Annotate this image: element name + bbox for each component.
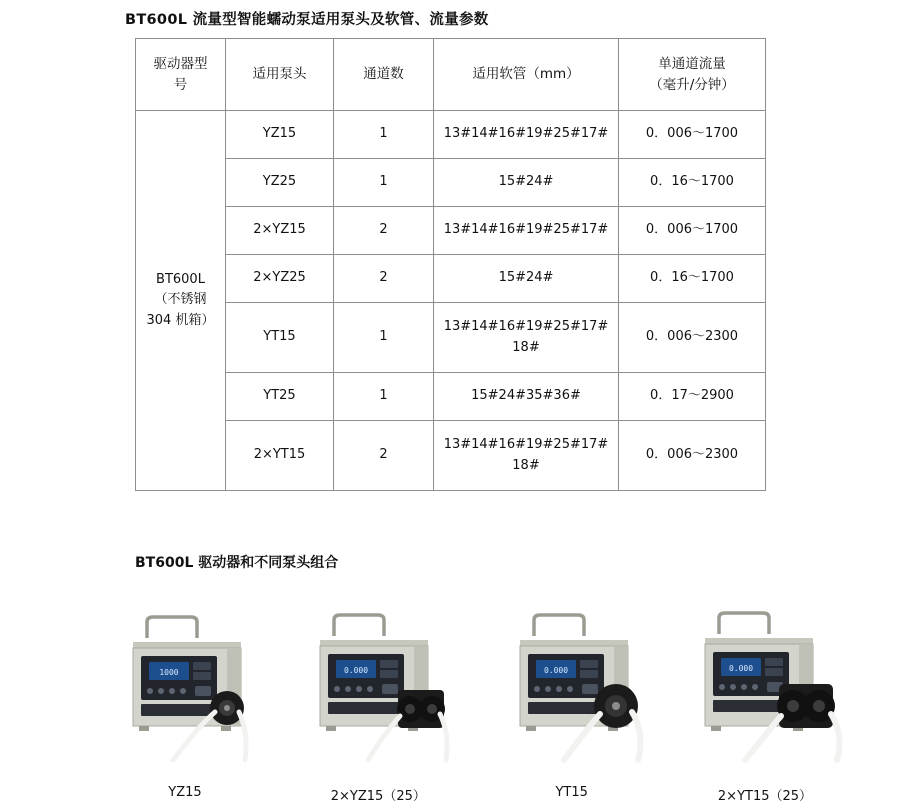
driver-line: BT600L xyxy=(156,272,205,288)
cell-channels: 2 xyxy=(334,421,434,491)
photo-caption-2xyt15: 2×YT15（25） xyxy=(717,789,813,804)
cell-tubing xyxy=(434,421,619,491)
cell-flow: 0．006～1700 xyxy=(619,207,766,255)
pump-rotor xyxy=(787,700,799,712)
product-photo-yz15 xyxy=(95,600,275,780)
indicator-led xyxy=(380,670,398,678)
tube-outlet xyxy=(632,712,640,760)
page-title: BT600L 流量型智能蠕动泵适用泵头及软管、流量参数 xyxy=(125,12,489,28)
brand-strip xyxy=(141,704,217,716)
pump-rotor xyxy=(427,704,437,714)
handle-icon xyxy=(534,615,584,636)
photo-caption-yt15: YT15 xyxy=(555,785,588,800)
cell-channels: 2 xyxy=(334,207,434,255)
pump-illustration xyxy=(482,600,662,780)
tubing-line: 13#14#16#19#25#17# xyxy=(443,319,609,335)
tubing-line: 15#24#35#36# xyxy=(471,388,581,404)
table-body xyxy=(136,111,766,491)
spec-table xyxy=(135,38,766,491)
tubing-line: 13#14#16#19#25#17# xyxy=(443,126,609,142)
display-value: 1000 xyxy=(159,668,179,677)
tubing-line: 18# xyxy=(512,457,540,473)
foot xyxy=(139,726,149,731)
header-flow xyxy=(619,39,766,111)
keypad-button xyxy=(567,686,573,692)
table-row xyxy=(136,255,766,303)
cell-flow: 0．006～2300 xyxy=(619,303,766,373)
brand-strip xyxy=(328,702,404,714)
indicator-led xyxy=(765,658,783,666)
tube-outlet xyxy=(239,712,246,760)
tube-outlet xyxy=(831,714,839,760)
photo-caption-yz15: YZ15 xyxy=(168,785,202,800)
cell-flow: 0．006～2300 xyxy=(619,421,766,491)
keypad-button xyxy=(534,686,540,692)
header-line: 适用泵头 xyxy=(252,66,307,83)
cell-tubing xyxy=(434,159,619,207)
header-driver-model xyxy=(136,39,226,111)
cell-flow: 0．17～2900 xyxy=(619,373,766,421)
pump-illustration xyxy=(288,600,468,780)
cell-tubing xyxy=(434,255,619,303)
keypad-button xyxy=(752,684,758,690)
keypad-button xyxy=(169,688,175,694)
table-row xyxy=(136,373,766,421)
header-line: 适用软管（mm） xyxy=(472,66,580,83)
brand-strip xyxy=(528,702,604,714)
product-photo-yt15 xyxy=(482,600,662,780)
foot xyxy=(326,726,336,731)
indicator-led xyxy=(193,672,211,680)
handle-icon xyxy=(334,615,384,636)
keypad-button xyxy=(556,686,562,692)
cell-tubing xyxy=(434,373,619,421)
section-subtitle: BT600L 驱动器和不同泵头组合 xyxy=(135,555,339,571)
keypad-button xyxy=(158,688,164,694)
cell-tubing xyxy=(434,111,619,159)
pump-illustration xyxy=(675,600,855,780)
header-channels xyxy=(334,39,434,111)
handle-icon xyxy=(147,617,197,638)
indicator-led xyxy=(765,668,783,676)
cell-channels: 1 xyxy=(334,373,434,421)
indicator-led xyxy=(380,660,398,668)
rotor-hub xyxy=(224,705,230,711)
header-line: 驱动器型 xyxy=(153,55,208,72)
table-row xyxy=(136,421,766,491)
keypad-button xyxy=(180,688,186,694)
pump-drawing-svg xyxy=(288,600,468,780)
tubing-line: 13#14#16#19#25#17# xyxy=(443,222,609,238)
cell-tubing xyxy=(434,207,619,255)
table-row xyxy=(136,303,766,373)
header-tubing xyxy=(434,39,619,111)
header-pump-head xyxy=(226,39,334,111)
indicator-led xyxy=(193,662,211,670)
photo-caption-row xyxy=(95,785,855,804)
foot xyxy=(711,726,721,731)
table-row xyxy=(136,111,766,159)
driver-model-cell xyxy=(136,111,226,491)
pump-rotor xyxy=(813,700,825,712)
display-value: 0.000 xyxy=(344,666,369,675)
table-row xyxy=(136,159,766,207)
keypad-button xyxy=(367,686,373,692)
cell-channels: 2 xyxy=(334,255,434,303)
product-photo-2xyt15 xyxy=(675,600,855,780)
pump-drawing-svg xyxy=(482,600,662,780)
keypad-button xyxy=(719,684,725,690)
pump-illustration xyxy=(95,600,275,780)
display-value: 0.000 xyxy=(543,666,568,675)
indicator-led xyxy=(580,660,598,668)
pump-rotor xyxy=(405,704,415,714)
keypad-button xyxy=(730,684,736,690)
cell-channels: 1 xyxy=(334,303,434,373)
start-button xyxy=(382,684,398,694)
cell-pump-head: YZ25 xyxy=(226,159,334,207)
product-photo-row xyxy=(95,600,855,780)
product-photo-2xyz15 xyxy=(288,600,468,780)
cell-flow: 0．16～1700 xyxy=(619,159,766,207)
header-line: 通道数 xyxy=(363,66,404,83)
photo-caption-2xyz15: 2×YZ15（25） xyxy=(330,789,426,804)
keypad-button xyxy=(147,688,153,694)
display-value: 0.000 xyxy=(728,664,754,673)
header-line: （毫升/分钟） xyxy=(649,76,735,93)
keypad-button xyxy=(334,686,340,692)
cell-flow: 0．006～1700 xyxy=(619,111,766,159)
cell-flow: 0．16～1700 xyxy=(619,255,766,303)
foot xyxy=(526,726,536,731)
driver-line: 304 机箱） xyxy=(146,312,215,328)
cell-pump-head: YT15 xyxy=(226,303,334,373)
tubing-line: 13#14#16#19#25#17# xyxy=(443,437,609,453)
tubing-line: 18# xyxy=(512,339,540,355)
cell-tubing xyxy=(434,303,619,373)
keypad-button xyxy=(345,686,351,692)
cell-pump-head: 2×YZ25 xyxy=(226,255,334,303)
cell-pump-head: YZ15 xyxy=(226,111,334,159)
indicator-led xyxy=(580,670,598,678)
header-line: 单通道流量 xyxy=(658,55,726,72)
driver-line: （不锈钢 xyxy=(154,292,207,308)
handle-icon xyxy=(719,613,769,634)
keypad-button xyxy=(356,686,362,692)
header-line: 号 xyxy=(173,76,188,93)
start-button xyxy=(582,684,598,694)
keypad-button xyxy=(741,684,747,690)
cell-pump-head: 2×YZ15 xyxy=(226,207,334,255)
rotor-hub xyxy=(612,702,620,710)
pump-drawing-svg xyxy=(95,600,275,780)
keypad-button xyxy=(545,686,551,692)
table-header-row xyxy=(136,39,766,111)
tube-outlet xyxy=(440,714,447,760)
tubing-line: 15#24# xyxy=(498,270,554,286)
table-row xyxy=(136,207,766,255)
cell-channels: 1 xyxy=(334,111,434,159)
tubing-line: 15#24# xyxy=(498,174,554,190)
cell-pump-head: 2×YT15 xyxy=(226,421,334,491)
pump-drawing-svg xyxy=(675,600,855,780)
cell-pump-head: YT25 xyxy=(226,373,334,421)
foot xyxy=(221,726,231,731)
cell-channels: 1 xyxy=(334,159,434,207)
start-button xyxy=(195,686,211,696)
table-header xyxy=(136,39,766,111)
